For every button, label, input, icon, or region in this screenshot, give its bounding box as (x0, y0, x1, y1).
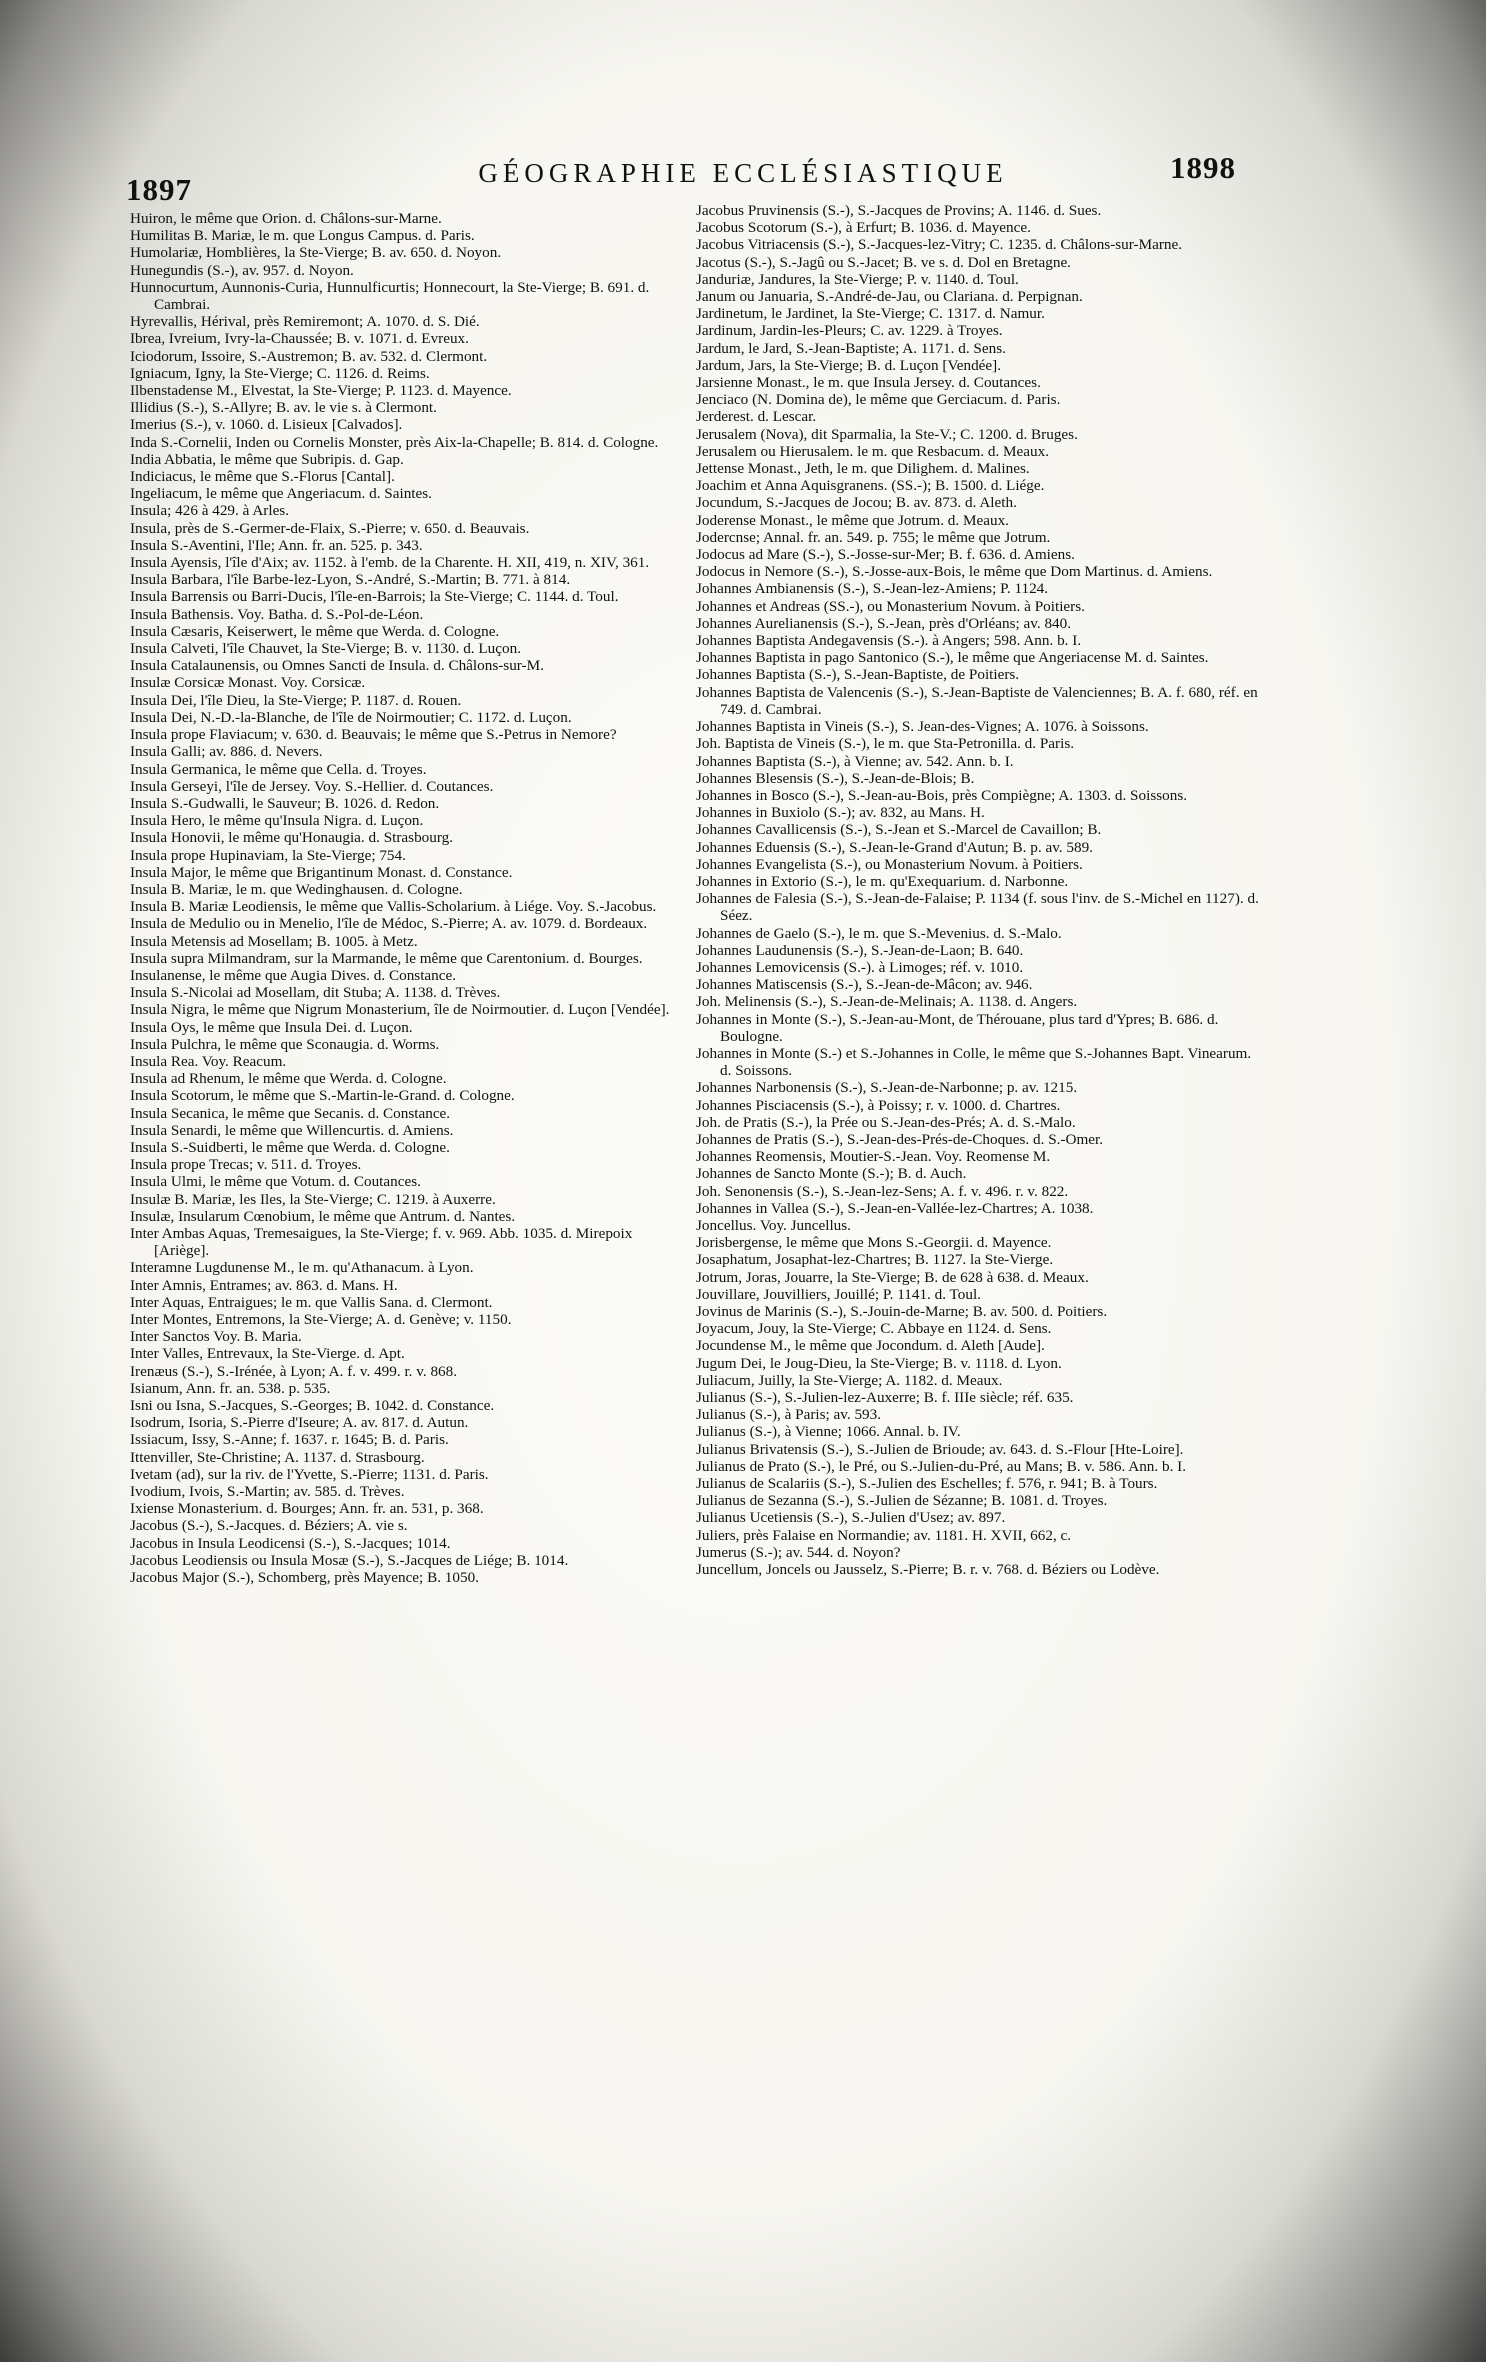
index-entry: Johannes Cavallicensis (S.-), S.-Jean et S.-Marcel de Cavaillon; B. (696, 821, 1102, 839)
index-entry: Ilbenstadense M., Elvestat, la Ste-Vierge; P. 1123. d. Mayence. (130, 382, 512, 400)
index-entry: Inter Valles, Entrevaux, la Ste-Vierge. d. Apt. (130, 1345, 405, 1363)
index-entry: Jacobus Major (S.-), Schomberg, près Mayence; B. 1050. (130, 1569, 479, 1587)
index-entry: Jouvillare, Jouvilliers, Jouillé; P. 1141. d. Toul. (696, 1285, 981, 1303)
index-entry: Jarsienne Monast., le m. que Insula Jersey. d. Coutances. (696, 374, 1041, 392)
index-entry: Johannes in Bosco (S.-), S.-Jean-au-Bois, près Compiègne; A. 1303. d. Soissons. (696, 786, 1188, 804)
index-entry: Ibrea, Ivreium, Ivry-la-Chaussée; B. v. 1071. d. Evreux. (130, 330, 469, 348)
index-entry: Joderense Monast., le même que Jotrum. d. Meaux. (696, 511, 1009, 529)
index-entry: Insula; 426 à 429. à Arles. (130, 502, 290, 520)
index-entry: Insula Nigra, le même que Nigrum Monasterium, île de Noirmoutier. d. Luçon [Vendée]. (130, 1001, 670, 1019)
index-entry: Insula supra Milmandram, sur la Marmande, le même que Carentonium. d. Bourges. (130, 949, 643, 967)
index-entry: Insula Dei, l'île Dieu, la Ste-Vierge; P. 1187. d. Rouen. (130, 691, 462, 709)
index-entry: Insula Barrensis ou Barri-Ducis, l'île-en-Barrois; la Ste-Vierge; C. 1144. d. Toul. (130, 588, 619, 606)
index-entry: Johannes de Falesia (S.-), S.-Jean-de-Falaise; P. 1134 (f. sous l'inv. de S.-Michel en 1127). d. Séez. (696, 890, 1259, 925)
index-entry: Joachim et Anna Aquisgranens. (SS.-); B. 1500. d. Liége. (696, 477, 1045, 495)
index-entry: Insulæ B. Mariæ, les Iles, la Ste-Vierge; C. 1219. à Auxerre. (130, 1190, 496, 1208)
index-entry: Julianus de Prato (S.-), le Pré, ou S.-Julien-du-Pré, au Mans; B. v. 586. Ann. b. I. (696, 1457, 1187, 1475)
index-entry: Humilitas B. Mariæ, le m. que Longus Campus. d. Paris. (130, 227, 475, 245)
index-entry: Inter Sanctos Voy. B. Maria. (130, 1328, 302, 1346)
index-entry: Johannes in Monte (S.-), S.-Jean-au-Mont, de Thérouane, plus tard d'Ypres; B. 686. d. Boulogne. (696, 1010, 1219, 1045)
index-entry: Insula S.-Aventini, l'Ile; Ann. fr. an. 525. p. 343. (130, 536, 423, 554)
index-entry: Johannes Reomensis, Moutier-S.-Jean. Voy. Reomense M. (696, 1148, 1051, 1166)
index-entry: Joh. de Pratis (S.-), la Prée ou S.-Jean-des-Prés; A. d. S.-Malo. (696, 1113, 1076, 1131)
index-entry: Insula prope Hupinaviam, la Ste-Vierge; 754. (130, 846, 406, 864)
index-entry: Ittenviller, Ste-Christine; A. 1137. d. Strasbourg. (130, 1448, 425, 1466)
index-entry: Johannes in Buxiolo (S.-); av. 832, au Mans. H. (696, 804, 985, 822)
index-entry: Insula Hero, le même qu'Insula Nigra. d. Luçon. (130, 812, 424, 830)
index-entry: Joh. Baptista de Vineis (S.-), le m. que Sta-Petronilla. d. Paris. (696, 735, 1075, 753)
index-entry: Jodercnse; Annal. fr. an. 549. p. 755; le même que Jotrum. (696, 528, 1051, 546)
index-entry: Insula Ulmi, le même que Votum. d. Coutances. (130, 1173, 421, 1191)
index-entry: Ivetam (ad), sur la riv. de l'Yvette, S.-Pierre; 1131. d. Paris. (130, 1465, 489, 1483)
index-entry: Jacobus (S.-), S.-Jacques. d. Béziers; A. vie s. (130, 1517, 408, 1535)
index-entry: Johannes in Extorio (S.-), le m. qu'Exequarium. d. Narbonne. (696, 872, 1069, 890)
index-entry: Julianus (S.-), S.-Julien-lez-Auxerre; B. f. IIIe siècle; réf. 635. (696, 1389, 1074, 1407)
index-entry: Isodrum, Isoria, S.-Pierre d'Iseure; A. av. 817. d. Autun. (130, 1414, 469, 1432)
index-entry: Ivodium, Ivois, S.-Martin; av. 585. d. Trèves. (130, 1483, 405, 1501)
index-entry: Insula S.-Suidberti, le même que Werda. d. Cologne. (130, 1138, 450, 1156)
index-entry: Johannes de Pratis (S.-), S.-Jean-des-Prés-de-Choques. d. S.-Omer. (696, 1130, 1104, 1148)
index-entry: Jardum, Jars, la Ste-Vierge; B. d. Luçon [Vendée]. (696, 356, 1002, 374)
index-entry: Inda S.-Cornelii, Inden ou Cornelis Monster, près Aix-la-Chapelle; B. 814. d. Cologne. (130, 433, 659, 451)
index-entry: Interamne Lugdunense M., le m. qu'Athanacum. à Lyon. (130, 1259, 474, 1277)
index-entry: Jotrum, Joras, Jouarre, la Ste-Vierge; B. de 628 à 638. d. Meaux. (696, 1268, 1089, 1286)
index-entry: Insula Scotorum, le même que S.-Martin-le-Grand. d. Cologne. (130, 1087, 515, 1105)
index-entry: Johannes in Monte (S.-) et S.-Johannes in Colle, le même que S.-Johannes Bapt. Vinearum. d. Soissons. (696, 1044, 1252, 1080)
index-entry: Julianus (S.-), à Paris; av. 593. (696, 1406, 882, 1424)
index-entry: Johannes Baptista de Valencenis (S.-), S.-Jean-Baptiste de Valenciennes; B. A. f. 680, réf. en 749. d. Cambrai. (696, 683, 1258, 718)
index-entry: Johannes Narbonensis (S.-), S.-Jean-de-Narbonne; p. av. 1215. (696, 1079, 1078, 1097)
index-entry: Johannes Baptista (S.-), S.-Jean-Baptiste, de Poitiers. (696, 666, 1020, 684)
index-entry: Johannes Baptista in pago Santonico (S.-), le même que Angeriacense M. d. Saintes. (696, 649, 1209, 667)
index-entry: Johannes et Andreas (SS.-), ou Monasterium Novum. à Poitiers. (696, 597, 1085, 615)
index-entry: Insula S.-Nicolai ad Mosellam, dit Stuba; A. 1138. d. Trèves. (130, 984, 501, 1002)
index-entry: Johannes Baptista in Vineis (S.-), S. Jean-des-Vignes; A. 1076. à Soissons. (696, 718, 1149, 736)
index-entry: Issiacum, Issy, S.-Anne; f. 1637. r. 1645; B. d. Paris. (130, 1431, 449, 1449)
index-entry: Insula ad Rhenum, le même que Werda. d. Cologne. (130, 1070, 447, 1088)
page-title: GÉOGRAPHIE ECCLÉSIASTIQUE (478, 158, 1008, 188)
page-number-right: 1898 (1170, 150, 1236, 185)
index-entry: Insulæ Corsicæ Monast. Voy. Corsicæ. (130, 674, 366, 692)
index-entry: Insula Calveti, l'île Chauvet, la Ste-Vierge; B. v. 1130. d. Luçon. (130, 640, 521, 658)
index-entry: Insula Germanica, le même que Cella. d. Troyes. (130, 760, 427, 778)
index-entry: Inter Ambas Aquas, Tremesaigues, la Ste-Vierge; f. v. 969. Abb. 1035. d. Mirepoix [Ariège]. (130, 1224, 633, 1260)
index-entry: Imerius (S.-), v. 1060. d. Lisieux [Calvados]. (130, 416, 403, 434)
index-entry: Juliacum, Juilly, la Ste-Vierge; A. 1182. d. Meaux. (696, 1371, 1003, 1389)
index-entry: Isni ou Isna, S.-Jacques, S.-Georges; B. 1042. d. Constance. (130, 1397, 495, 1415)
index-entry: Johannes Baptista Andegavensis (S.-). à Angers; 598. Ann. b. I. (696, 632, 1082, 650)
index-entry: Insula Metensis ad Mosellam; B. 1005. à Metz. (130, 932, 418, 950)
index-entry: Jocundum, S.-Jacques de Jocou; B. av. 873. d. Aleth. (696, 494, 1017, 512)
index-entry: Jardinum, Jardin-les-Pleurs; C. av. 1229. à Troyes. (696, 322, 1003, 340)
index-entry: Igniacum, Igny, la Ste-Vierge; C. 1126. d. Reims. (130, 364, 430, 382)
index-entry: Hunnocurtum, Aunnonis-Curia, Hunnulficurtis; Honnecourt, la Ste-Vierge; B. 691. d. Cambrai. (130, 278, 650, 314)
index-entry: Inter Aquas, Entraigues; le m. que Vallis Sana. d. Clermont. (130, 1293, 493, 1311)
index-entry: Insula Major, le même que Brigantinum Monast. d. Constance. (130, 863, 513, 881)
index-entry: Insula B. Mariæ Leodiensis, le même que Vallis-Scholarium. à Liége. Voy. S.-Jacobus. (130, 898, 657, 916)
index-entry: Illidius (S.-), S.-Allyre; B. av. le vie s. à Clermont. (130, 399, 437, 417)
page-number-left: 1897 (126, 172, 192, 207)
index-entry: Johannes Matiscensis (S.-), S.-Jean-de-Mâcon; av. 946. (696, 976, 1033, 994)
index-entry: Hunegundis (S.-), av. 957. d. Noyon. (130, 261, 354, 279)
index-entry: Insula B. Mariæ, le m. que Wedinghausen. d. Cologne. (130, 880, 463, 898)
index-entry: Julianus Ucetiensis (S.-), S.-Julien d'Usez; av. 897. (696, 1509, 1006, 1527)
index-entry: Johannes Lemovicensis (S.-). à Limoges; réf. v. 1010. (696, 958, 1024, 976)
index-entry: Jardinetum, le Jardinet, la Ste-Vierge; C. 1317. d. Namur. (696, 305, 1045, 323)
index-entry: Johannes de Gaelo (S.-), le m. que S.-Mevenius. d. S.-Malo. (696, 924, 1062, 942)
index-entry: Insula Dei, N.-D.-la-Blanche, de l'île de Noirmoutier; C. 1172. d. Luçon. (130, 708, 572, 726)
index-entry: Indiciacus, le même que S.-Florus [Cantal]. (130, 468, 395, 486)
index-entry: Joncellus. Voy. Juncellus. (696, 1216, 851, 1234)
index-entry: Insula Ayensis, l'île d'Aix; av. 1152. à l'emb. de la Charente. H. XII, 419, n. XIV, 361. (130, 554, 650, 572)
index-entry: Johannes Ambianensis (S.-), S.-Jean-lez-Amiens; P. 1124. (696, 580, 1049, 598)
index-entry: Insula Rea. Voy. Reacum. (130, 1052, 287, 1070)
index-entry: Jodocus in Nemore (S.-), S.-Josse-aux-Bois, le même que Dom Martinus. d. Amiens. (696, 563, 1213, 581)
index-entry: Insulanense, le même que Augia Dives. d. Constance. (130, 966, 457, 984)
index-entry: Jovinus de Marinis (S.-), S.-Jouin-de-Marne; B. av. 500. d. Poitiers. (696, 1303, 1108, 1320)
index-entry: Johannes de Sancto Monte (S.-); B. d. Auch. (696, 1165, 967, 1183)
index-entry: Insula Galli; av. 886. d. Nevers. (130, 743, 323, 761)
index-entry: Jacobus Scotorum (S.-), à Erfurt; B. 1036. d. Mayence. (696, 219, 1031, 237)
index-entry: Jumerus (S.-); av. 544. d. Noyon? (696, 1543, 901, 1561)
left-column (130, 210, 685, 1586)
index-entry: Irenæus (S.-), S.-Irénée, à Lyon; A. f. v. 499. r. v. 868. (130, 1362, 458, 1380)
index-entry: Insula de Medulio ou in Menelio, l'île de Médoc, S.-Pierre; A. av. 1079. d. Bordeaux. (130, 915, 648, 933)
index-entry: Julianus (S.-), à Vienne; 1066. Annal. b. IV. (696, 1423, 961, 1441)
index-entry: Insula, près de S.-Germer-de-Flaix, S.-Pierre; v. 650. d. Beauvais. (130, 519, 530, 537)
index-entry: Ingeliacum, le même que Angeriacum. d. Saintes. (130, 485, 432, 503)
index-entry: Johannes Eduensis (S.-), S.-Jean-le-Grand d'Autun; B. p. av. 589. (696, 838, 1093, 856)
index-entry: Johannes Pisciacensis (S.-), à Poissy; r. v. 1000. d. Chartres. (696, 1096, 1061, 1114)
index-entry: Johannes Blesensis (S.-), S.-Jean-de-Blois; B. (696, 769, 975, 787)
index-entry: Juliers, près Falaise en Normandie; av. 1181. H. XVII, 662, c. (696, 1526, 1072, 1544)
index-entry: Janduriæ, Jandures, la Ste-Vierge; P. v. 1140. d. Toul. (696, 270, 1019, 288)
index-entry: Janum ou Januaria, S.-André-de-Jau, ou Clariana. d. Perpignan. (696, 288, 1083, 306)
index-entry: Humolariæ, Homblières, la Ste-Vierge; B. av. 650. d. Noyon. (130, 244, 502, 262)
index-entry: Isianum, Ann. fr. an. 538. p. 535. (130, 1379, 331, 1397)
index-entry: Insula Oys, le même que Insula Dei. d. Luçon. (130, 1018, 413, 1036)
index-entry: Iciodorum, Issoire, S.-Austremon; B. av. 532. d. Clermont. (130, 347, 488, 365)
index-entry: Inter Montes, Entremons, la Ste-Vierge; A. d. Genève; v. 1150. (130, 1311, 512, 1328)
index-entry: Julianus Brivatensis (S.-), S.-Julien de Brioude; av. 643. d. S.-Flour [Hte-Loire]. (696, 1440, 1184, 1458)
index-entry: Jacobus Leodiensis ou Insula Mosæ (S.-), S.-Jacques de Liége; B. 1014. (130, 1551, 569, 1569)
index-entry: Jugum Dei, le Joug-Dieu, la Ste-Vierge; B. v. 1118. d. Lyon. (696, 1354, 1062, 1372)
index-entry: Jacobus in Insula Leodicensi (S.-), S.-Jacques; 1014. (130, 1534, 451, 1552)
index-entry: Insula Pulchra, le même que Sconaugia. d. Worms. (130, 1035, 440, 1053)
index-entry: Joh. Melinensis (S.-), S.-Jean-de-Melinais; A. 1138. d. Angers. (696, 993, 1078, 1011)
index-entry: Julianus de Scalariis (S.-), S.-Julien des Eschelles; f. 576, r. 941; B. à Tours. (696, 1475, 1158, 1493)
index-entry: Insula Barbara, l'île Barbe-lez-Lyon, S.-André, S.-Martin; B. 771. à 814. (130, 571, 571, 589)
index-entry: Inter Amnis, Entrames; av. 863. d. Mans. H. (130, 1276, 398, 1294)
index-entry: India Abbatia, le même que Subripis. d. Gap. (130, 450, 404, 468)
index-entry: Joyacum, Jouy, la Ste-Vierge; C. Abbaye en 1124. d. Sens. (696, 1320, 1052, 1338)
right-column (696, 202, 1266, 1578)
index-entry: Jerderest. d. Lescar. (696, 408, 817, 426)
index-entry: Insula Senardi, le même que Willencurtis. d. Amiens. (130, 1121, 454, 1139)
index-entry: Huiron, le même que Orion. d. Châlons-sur-Marne. (130, 210, 442, 227)
page-header (0, 150, 1486, 207)
index-entry: Jacotus (S.-), S.-Jagû ou S.-Jacet; B. ve s. d. Dol en Bretagne. (696, 253, 1071, 271)
index-entry: Johannes Evangelista (S.-), ou Monasterium Novum. à Poitiers. (696, 855, 1083, 873)
index-entry: Johannes Laudunensis (S.-), S.-Jean-de-Laon; B. 640. (696, 941, 1024, 959)
index-entry: Insula Gerseyi, l'île de Jersey. Voy. S.-Hellier. d. Coutances. (130, 777, 494, 795)
index-entry: Jodocus ad Mare (S.-), S.-Josse-sur-Mer; B. f. 636. d. Amiens. (696, 546, 1075, 564)
index-entry: Insula prope Trecas; v. 511. d. Troyes. (130, 1156, 362, 1174)
index-entry: Insula Bathensis. Voy. Batha. d. S.-Pol-de-Léon. (130, 605, 424, 623)
index-entry: Jerusalem (Nova), dit Sparmalia, la Ste-V.; C. 1200. d. Bruges. (696, 425, 1078, 443)
index-entry: Insula Secanica, le même que Secanis. d. Constance. (130, 1104, 451, 1122)
index-entry: Josaphatum, Josaphat-lez-Chartres; B. 1127. la Ste-Vierge. (696, 1251, 1054, 1269)
index-entry: Julianus de Sezanna (S.-), S.-Julien de Sézanne; B. 1081. d. Troyes. (696, 1492, 1108, 1510)
index-entry: Insula prope Flaviacum; v. 630. d. Beauvais; le même que S.-Petrus in Nemore? (130, 726, 617, 744)
index-entry: Insula S.-Gudwalli, le Sauveur; B. 1026. d. Redon. (130, 794, 440, 812)
index-entry: Jacobus Pruvinensis (S.-), S.-Jacques de Provins; A. 1146. d. Sues. (696, 202, 1102, 219)
index-entry: Ixiense Monasterium. d. Bourges; Ann. fr. an. 531, p. 368. (130, 1500, 484, 1518)
index-entry: Jettense Monast., Jeth, le m. que Dilighem. d. Malines. (696, 460, 1030, 478)
index-entry: Insula Honovii, le même qu'Honaugia. d. Strasbourg. (130, 829, 454, 847)
index-entry: Jorisbergense, le même que Mons S.-Georgii. d. Mayence. (696, 1234, 1052, 1252)
index-entry: Insula Cæsaris, Keiserwert, le même que Werda. d. Cologne. (130, 622, 500, 640)
index-entry: Insulæ, Insularum Cœnobium, le même que Antrum. d. Nantes. (130, 1207, 516, 1225)
index-entry: Jocundense M., le même que Jocondum. d. Aleth [Aude]. (696, 1337, 1045, 1355)
index-entry: Johannes Aurelianensis (S.-), S.-Jean, près d'Orléans; av. 840. (696, 614, 1072, 632)
index-entry: Joh. Senonensis (S.-), S.-Jean-lez-Sens; A. f. v. 496. r. v. 822. (696, 1182, 1069, 1200)
index-entry: Jacobus Vitriacensis (S.-), S.-Jacques-lez-Vitry; C. 1235. d. Châlons-sur-Marne. (696, 236, 1183, 254)
index-entry: Jenciaco (N. Domina de), le même que Gerciacum. d. Paris. (696, 391, 1061, 409)
index-entry: Juncellum, Joncels ou Jausselz, S.-Pierre; B. r. v. 768. d. Béziers ou Lodève. (696, 1561, 1160, 1579)
index-entry: Jardum, le Jard, S.-Jean-Baptiste; A. 1171. d. Sens. (696, 339, 1006, 357)
index-entry: Insula Catalaunensis, ou Omnes Sancti de Insula. d. Châlons-sur-M. (130, 657, 544, 675)
index-entry: Hyrevallis, Hérival, près Remiremont; A. 1070. d. S. Dié. (130, 313, 480, 331)
index-entry: Johannes Baptista (S.-), à Vienne; av. 542. Ann. b. I. (696, 752, 1014, 770)
index-entry: Johannes in Vallea (S.-), S.-Jean-en-Vallée-lez-Chartres; A. 1038. (696, 1199, 1094, 1217)
index-entry: Jerusalem ou Hierusalem. le m. que Resbacum. d. Meaux. (696, 442, 1050, 460)
